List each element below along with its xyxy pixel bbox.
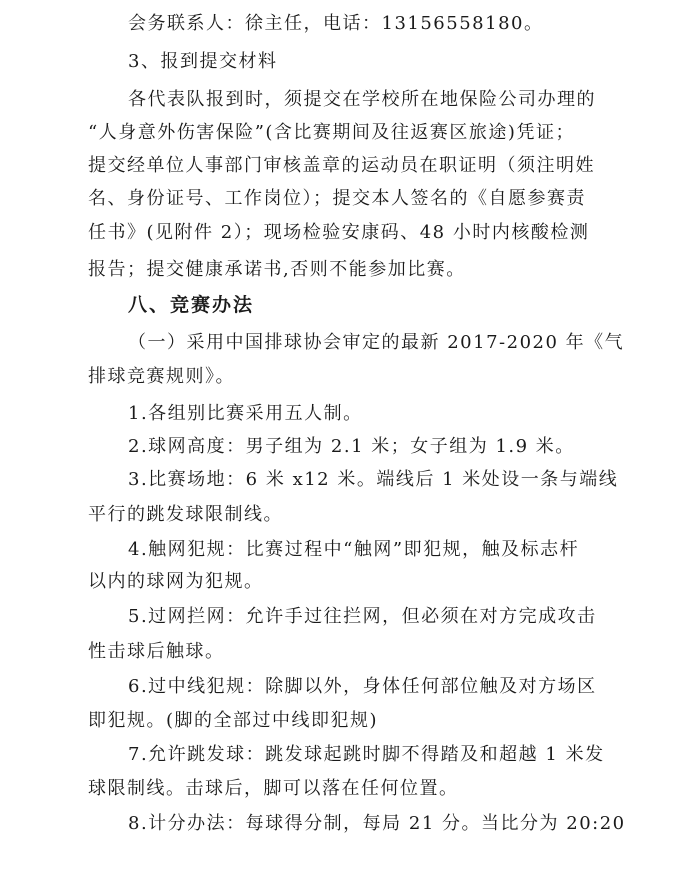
rule-item-continued: 即犯规。(脚的全部过中线即犯规) xyxy=(88,710,379,731)
paragraph-line: （一）采用中国排球协会审定的最新 2017-2020 年《气 xyxy=(128,332,625,353)
rule-item: 1.各组别比赛采用五人制。 xyxy=(128,403,363,424)
section-heading: 八、竞赛办法 xyxy=(128,294,255,316)
rule-item-continued: 以内的球网为犯规。 xyxy=(88,571,264,592)
rule-item: 7.允许跳发球：跳发球起跳时脚不得踏及和超越 1 米发 xyxy=(128,744,605,765)
rule-item: 2.球网高度：男子组为 2.1 米；女子组为 1.9 米。 xyxy=(128,436,575,457)
paragraph-line: 报告；提交健康承诺书,否则不能参加比赛。 xyxy=(88,259,466,280)
contact-line: 会务联系人：徐主任，电话：13156558180。 xyxy=(128,13,544,34)
paragraph-line: “人身意外伤害保险”(含比赛期间及往返赛区旅途)凭证； xyxy=(88,122,575,143)
rule-item-continued: 球限制线。击球后，脚可以落在任何位置。 xyxy=(88,778,459,799)
rule-item-continued: 平行的跳发球限制线。 xyxy=(88,504,283,525)
subsection-title: 3、报到提交材料 xyxy=(128,51,278,72)
rule-item: 5.过网拦网：允许手过往拦网，但必须在对方完成攻击 xyxy=(128,606,597,627)
paragraph-line: 排球竞赛规则》。 xyxy=(88,366,235,387)
paragraph-line: 名、身份证号、工作岗位）；提交本人签名的《自愿参赛责 xyxy=(88,188,586,209)
rule-item: 6.过中线犯规：除脚以外，身体任何部位触及对方场区 xyxy=(128,676,597,697)
rule-item-continued: 性击球后触球。 xyxy=(88,641,225,662)
rule-item: 3.比赛场地：6 米 x12 米。端线后 1 米处设一条与端线 xyxy=(128,469,619,490)
paragraph-line: 各代表队报到时，须提交在学校所在地保险公司办理的 xyxy=(128,89,596,110)
paragraph-line: 提交经单位人事部门审核盖章的运动员在职证明（须注明姓 xyxy=(88,155,595,176)
rule-item: 8.计分办法：每球得分制，每局 21 分。当比分为 20:20 xyxy=(128,813,626,834)
rule-item: 4.触网犯规：比赛过程中“触网”即犯规，触及标志杆 xyxy=(128,539,580,560)
paragraph-line: 任书》(见附件 2）；现场检验安康码、48 小时内核酸检测 xyxy=(88,222,590,243)
